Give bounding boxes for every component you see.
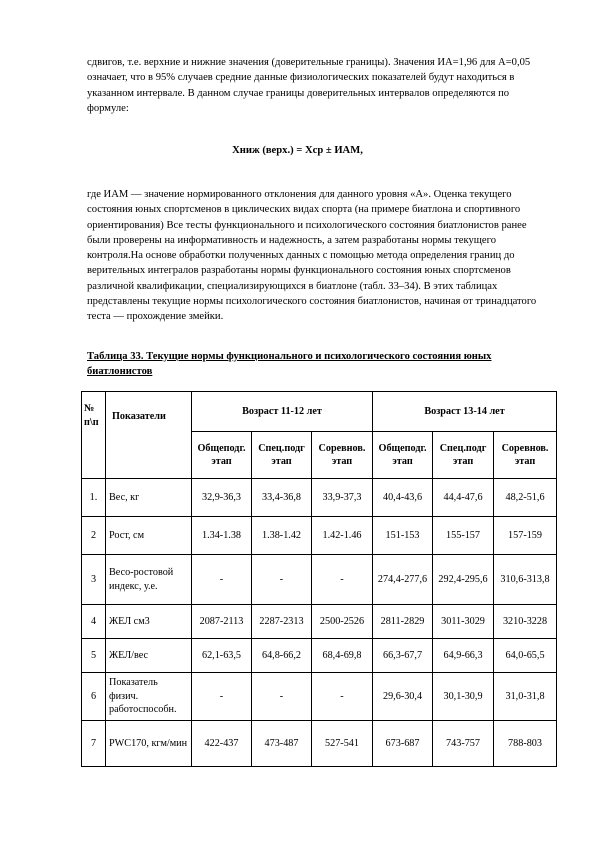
table-cell: - (312, 673, 373, 721)
table-cell: 32,9-36,3 (192, 479, 252, 517)
row-number: 3 (82, 555, 106, 605)
table-cell: 64,9-66,3 (433, 639, 494, 673)
row-indicator: Вес, кг (106, 479, 192, 517)
sub-header: Общеподг. этап (373, 432, 433, 479)
table-row (82, 479, 557, 517)
table-cell: - (312, 555, 373, 605)
table-cell: 310,6-313,8 (494, 555, 557, 605)
table-row (82, 721, 557, 767)
table-cell: 33,4-36,8 (252, 479, 312, 517)
table-cell: 3011-3029 (433, 605, 494, 639)
column-header-indicator: Показатели (106, 392, 192, 479)
table-cell: 30,1-30,9 (433, 673, 494, 721)
row-indicator: Рост, см (106, 517, 192, 555)
row-indicator: PWC170, кгм/мин (106, 721, 192, 767)
table-cell: - (252, 555, 312, 605)
row-number: 7 (82, 721, 106, 767)
formula: Хниж (верх.) = Хср ± ИАМ, (232, 145, 363, 156)
table-caption: Таблица 33. Текущие нормы функционального и психологического состояния юных биатлонистов (87, 351, 492, 377)
table-cell: 29,6-30,4 (373, 673, 433, 721)
sub-header: Соревнов. этап (312, 432, 373, 479)
column-header-number: № п\п (82, 392, 106, 479)
row-number: 5 (82, 639, 106, 673)
table-row (82, 673, 557, 721)
table-cell: 155-157 (433, 517, 494, 555)
table-cell: 2500-2526 (312, 605, 373, 639)
row-number: 2 (82, 517, 106, 555)
table-cell: - (192, 673, 252, 721)
table-cell: 743-757 (433, 721, 494, 767)
row-indicator: ЖЕЛ см3 (106, 605, 192, 639)
row-indicator: ЖЕЛ/вес (106, 639, 192, 673)
table-cell: 151-153 (373, 517, 433, 555)
table-cell: - (252, 673, 312, 721)
table-cell: 31,0-31,8 (494, 673, 557, 721)
sub-header: Соревнов. этап (494, 432, 557, 479)
table-cell: 2087-2113 (192, 605, 252, 639)
table-cell: 292,4-295,6 (433, 555, 494, 605)
table-cell: 473-487 (252, 721, 312, 767)
table-row (82, 555, 557, 605)
column-header-age-13-14: Возраст 13-14 лет (373, 392, 557, 432)
table-cell: 66,3-67,7 (373, 639, 433, 673)
table-cell: - (192, 555, 252, 605)
table-cell: 64,0-65,5 (494, 639, 557, 673)
table-cell: 422-437 (192, 721, 252, 767)
table-cell: 157-159 (494, 517, 557, 555)
table-cell: 33,9-37,3 (312, 479, 373, 517)
table-row (82, 517, 557, 555)
column-header-age-11-12: Возраст 11-12 лет (192, 392, 373, 432)
table-cell: 673-687 (373, 721, 433, 767)
table-cell: 44,4-47,6 (433, 479, 494, 517)
table-cell: 274,4-277,6 (373, 555, 433, 605)
table-cell: 2287-2313 (252, 605, 312, 639)
table-cell: 1.38-1.42 (252, 517, 312, 555)
table-cell: 48,2-51,6 (494, 479, 557, 517)
table-cell: 62,1-63,5 (192, 639, 252, 673)
sub-header: Спец.подг этап (433, 432, 494, 479)
row-indicator: Показатель физич. работоспособн. (106, 673, 192, 721)
row-number: 6 (82, 673, 106, 721)
table-cell: 40,4-43,6 (373, 479, 433, 517)
table-cell: 1.42-1.46 (312, 517, 373, 555)
table-row (82, 639, 557, 673)
table-cell: 64,8-66,2 (252, 639, 312, 673)
sub-header: Спец.подг этап (252, 432, 312, 479)
table-cell: 527-541 (312, 721, 373, 767)
table-cell: 3210-3228 (494, 605, 557, 639)
row-number: 4 (82, 605, 106, 639)
table-row (82, 605, 557, 639)
table-cell: 1.34-1.38 (192, 517, 252, 555)
row-number: 1. (82, 479, 106, 517)
row-indicator: Весо-ростовой индекс, у.е. (106, 555, 192, 605)
table-cell: 788-803 (494, 721, 557, 767)
paragraph-intro: сдвигов, т.е. верхние и нижние значения (доверительные границы). Значения ИА=1,96 для А=0,05 означает, что в 95% случаев средние данные физиологических показателей будут находиться в указанном интервале. В данном случае границы доверительных интервалов определяются по формуле: (87, 57, 531, 114)
table-cell: 2811-2829 (373, 605, 433, 639)
sub-header: Общеподг. этап (192, 432, 252, 479)
norms-table (81, 391, 557, 767)
table-cell: 68,4-69,8 (312, 639, 373, 673)
paragraph-description: где ИАМ — значение нормированного отклонения для данного уровня «А». Оценка текущего состояния юных спортсменов в циклических видах спорта (на примере биатлона и спортивного ориентирования) Все тесты функционального и психологического состояния биатлонистов ранее были проверены на информативность и надежность, а затем разработаны нормы текущего контроля.На основе обработки полученных данных с помощью метода определения границ до верительных интегралов разработаны нормы функционального состояния юных спортсменов различной квалификации, специализирующихся в биатлоне (табл. 33–34). В этих таблицах представлены текущие нормы психологического состояния биатлонистов, начиная от тринадцатого теста — прохождение змейки. (87, 189, 537, 323)
